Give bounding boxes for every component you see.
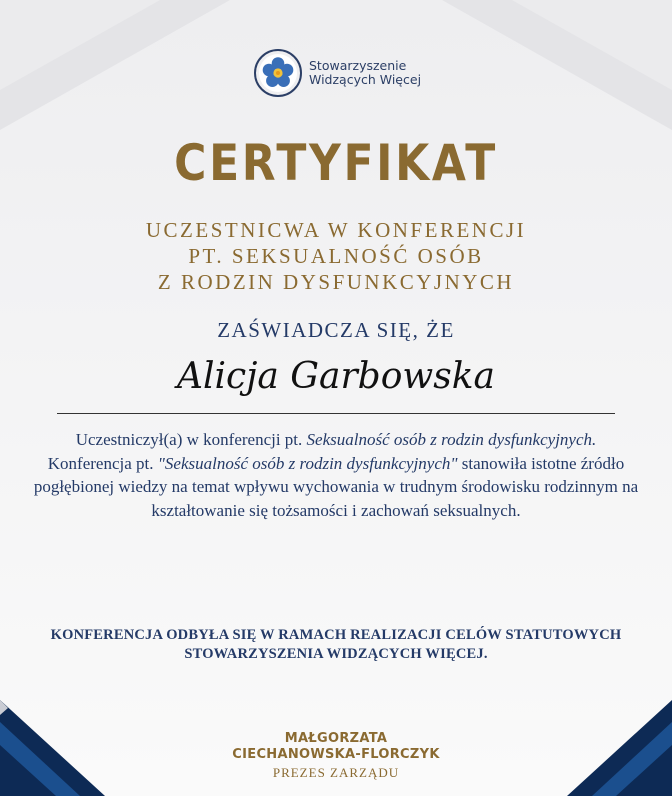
subtitle-line: Z RODZIN DYSFUNKCYJNYCH: [157, 270, 515, 294]
description-text: Konferencja pt.: [47, 453, 158, 473]
subtitle-line: PT. SEKSUALNOŚĆ OSÓB: [188, 244, 484, 268]
signatory-name-line1: MAŁGORZATA: [284, 731, 388, 746]
conference-title-italic: Seksualność osób z rodzin dysfunkcyjnych.: [306, 430, 597, 449]
conference-title-italic: "Seksualność osób z rodzin dysfunkcyjnych": [157, 453, 458, 473]
attestation-text: ZAŚWIADCZA SIĘ, ŻE: [217, 318, 455, 342]
organization-logo: [253, 48, 421, 98]
organization-name-line1: Stowarzyszenie: [309, 58, 407, 73]
subtitle-line: UCZESTNICWA W KONFERENCJI: [145, 218, 527, 242]
certificate-title: CERTYFIKAT: [174, 134, 498, 192]
name-underline-divider: [57, 413, 615, 414]
signatory-block: [0, 731, 672, 781]
description-text: stanowiła istotne źródło pogłębionej wiedzy na temat wpływu wychowania w trudnym środowisku rodzinnym na kształtowanie się tożsamości i zachowań seksualnych.: [33, 453, 639, 520]
certificate-description: [30, 428, 642, 522]
description-text: Uczestniczył(a) w konferencji pt.: [75, 430, 307, 449]
forget-me-not-flower-icon: [253, 48, 303, 98]
signatory-name-line2: CIECHANOWSKA-FLORCZYK: [232, 747, 440, 762]
organization-name: [309, 59, 421, 87]
organization-name-line2: Widzących Więcej: [309, 72, 422, 87]
certificate-subtitle: [0, 217, 672, 295]
statute-note: KONFERENCJA ODBYŁA SIĘ W RAMACH REALIZACJI CELÓW STATUTOWYCH STOWARZYSZENIA WIDZĄCYCH WIĘCEJ.: [50, 627, 622, 662]
signatory-role: PREZES ZARZĄDU: [272, 765, 400, 780]
recipient-name: Alicja Garbowska: [177, 356, 495, 397]
